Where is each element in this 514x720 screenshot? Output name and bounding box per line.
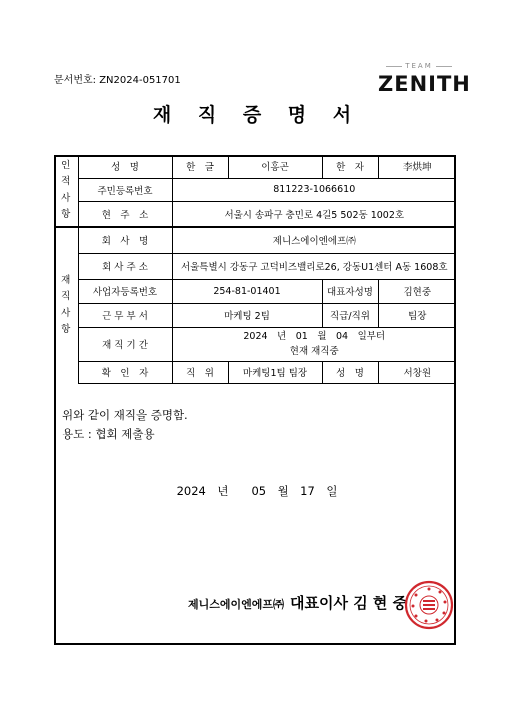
hangul-label: 한 글	[172, 155, 228, 178]
company-seal-icon	[404, 580, 454, 630]
rrn-label: 주민등록번호	[78, 178, 172, 201]
purpose-statement: 용도 : 협회 제출용	[62, 427, 155, 441]
confirm-name-value: 서창원	[378, 361, 456, 383]
period-value	[172, 327, 456, 361]
certification-text	[62, 406, 188, 444]
table-row	[54, 201, 456, 227]
logo-team-text: TEAM	[378, 62, 460, 70]
confirm-label: 확 인 자	[78, 361, 172, 383]
rank-value: 팀장	[378, 303, 456, 327]
signature-company: 제니스에이엔에프㈜	[188, 598, 285, 611]
biz-no-value: 254-81-01401	[172, 279, 322, 303]
document-number: 문서번호: ZN2024-051701	[54, 75, 181, 86]
ceo-label: 대표자성명	[322, 279, 378, 303]
zenith-logo	[378, 62, 471, 96]
biz-no-label: 사업자등록번호	[78, 279, 172, 303]
table-row	[54, 279, 456, 303]
ceo-value: 김현중	[378, 279, 456, 303]
period-start: 2024 년 01 월 04 일부터	[243, 331, 386, 342]
table-row	[54, 303, 456, 327]
signature-line	[188, 592, 407, 613]
signature-name: 대표이사 김 현 중	[290, 594, 408, 612]
period-status: 현재 재직중	[289, 346, 339, 357]
company-label: 회 사 명	[78, 227, 172, 253]
table-row	[54, 361, 456, 383]
table-row	[54, 227, 456, 253]
personal-section-header: 인 적 사 항	[54, 155, 78, 227]
dept-label: 근 무 부 서	[78, 303, 172, 327]
confirm-name-label: 성 명	[322, 361, 378, 383]
table-row	[54, 155, 456, 178]
logo-name-text: ZENITH	[378, 72, 471, 96]
confirm-position-label: 직 위	[172, 361, 228, 383]
company-address-label: 회 사 주 소	[78, 253, 172, 279]
document-title: 재 직 증 명 서	[152, 104, 362, 126]
info-table	[54, 155, 456, 383]
hanja-label: 한 자	[322, 155, 378, 178]
address-value: 서울시 송파구 충민로 4길5 502동 1002호	[172, 201, 456, 227]
employment-section-header: 재 직 사 항	[54, 227, 78, 383]
address-label: 현 주 소	[78, 201, 172, 227]
period-label: 재 직 기 간	[78, 327, 172, 361]
certify-statement: 위와 같이 재직을 증명함.	[62, 408, 188, 422]
hangul-name: 이홍곤	[228, 155, 322, 178]
confirm-position-value: 마케팅1팀 팀장	[228, 361, 322, 383]
table-row	[54, 327, 456, 361]
rank-label: 직급/직위	[322, 303, 378, 327]
company-value: 제니스에이엔에프㈜	[172, 227, 456, 253]
rrn-value: 811223-1066610	[172, 178, 456, 201]
table-row	[54, 178, 456, 201]
hanja-name: 李烘坤	[378, 155, 456, 178]
name-label: 성 명	[78, 155, 172, 178]
dept-value: 마케팅 2팀	[172, 303, 322, 327]
issue-date: 2024 년 05 월 17 일	[176, 484, 338, 498]
table-row	[54, 253, 456, 279]
company-address-value: 서울특별시 강동구 고덕비즈밸리로26, 강동U1센터 A동 1608호	[172, 253, 456, 279]
